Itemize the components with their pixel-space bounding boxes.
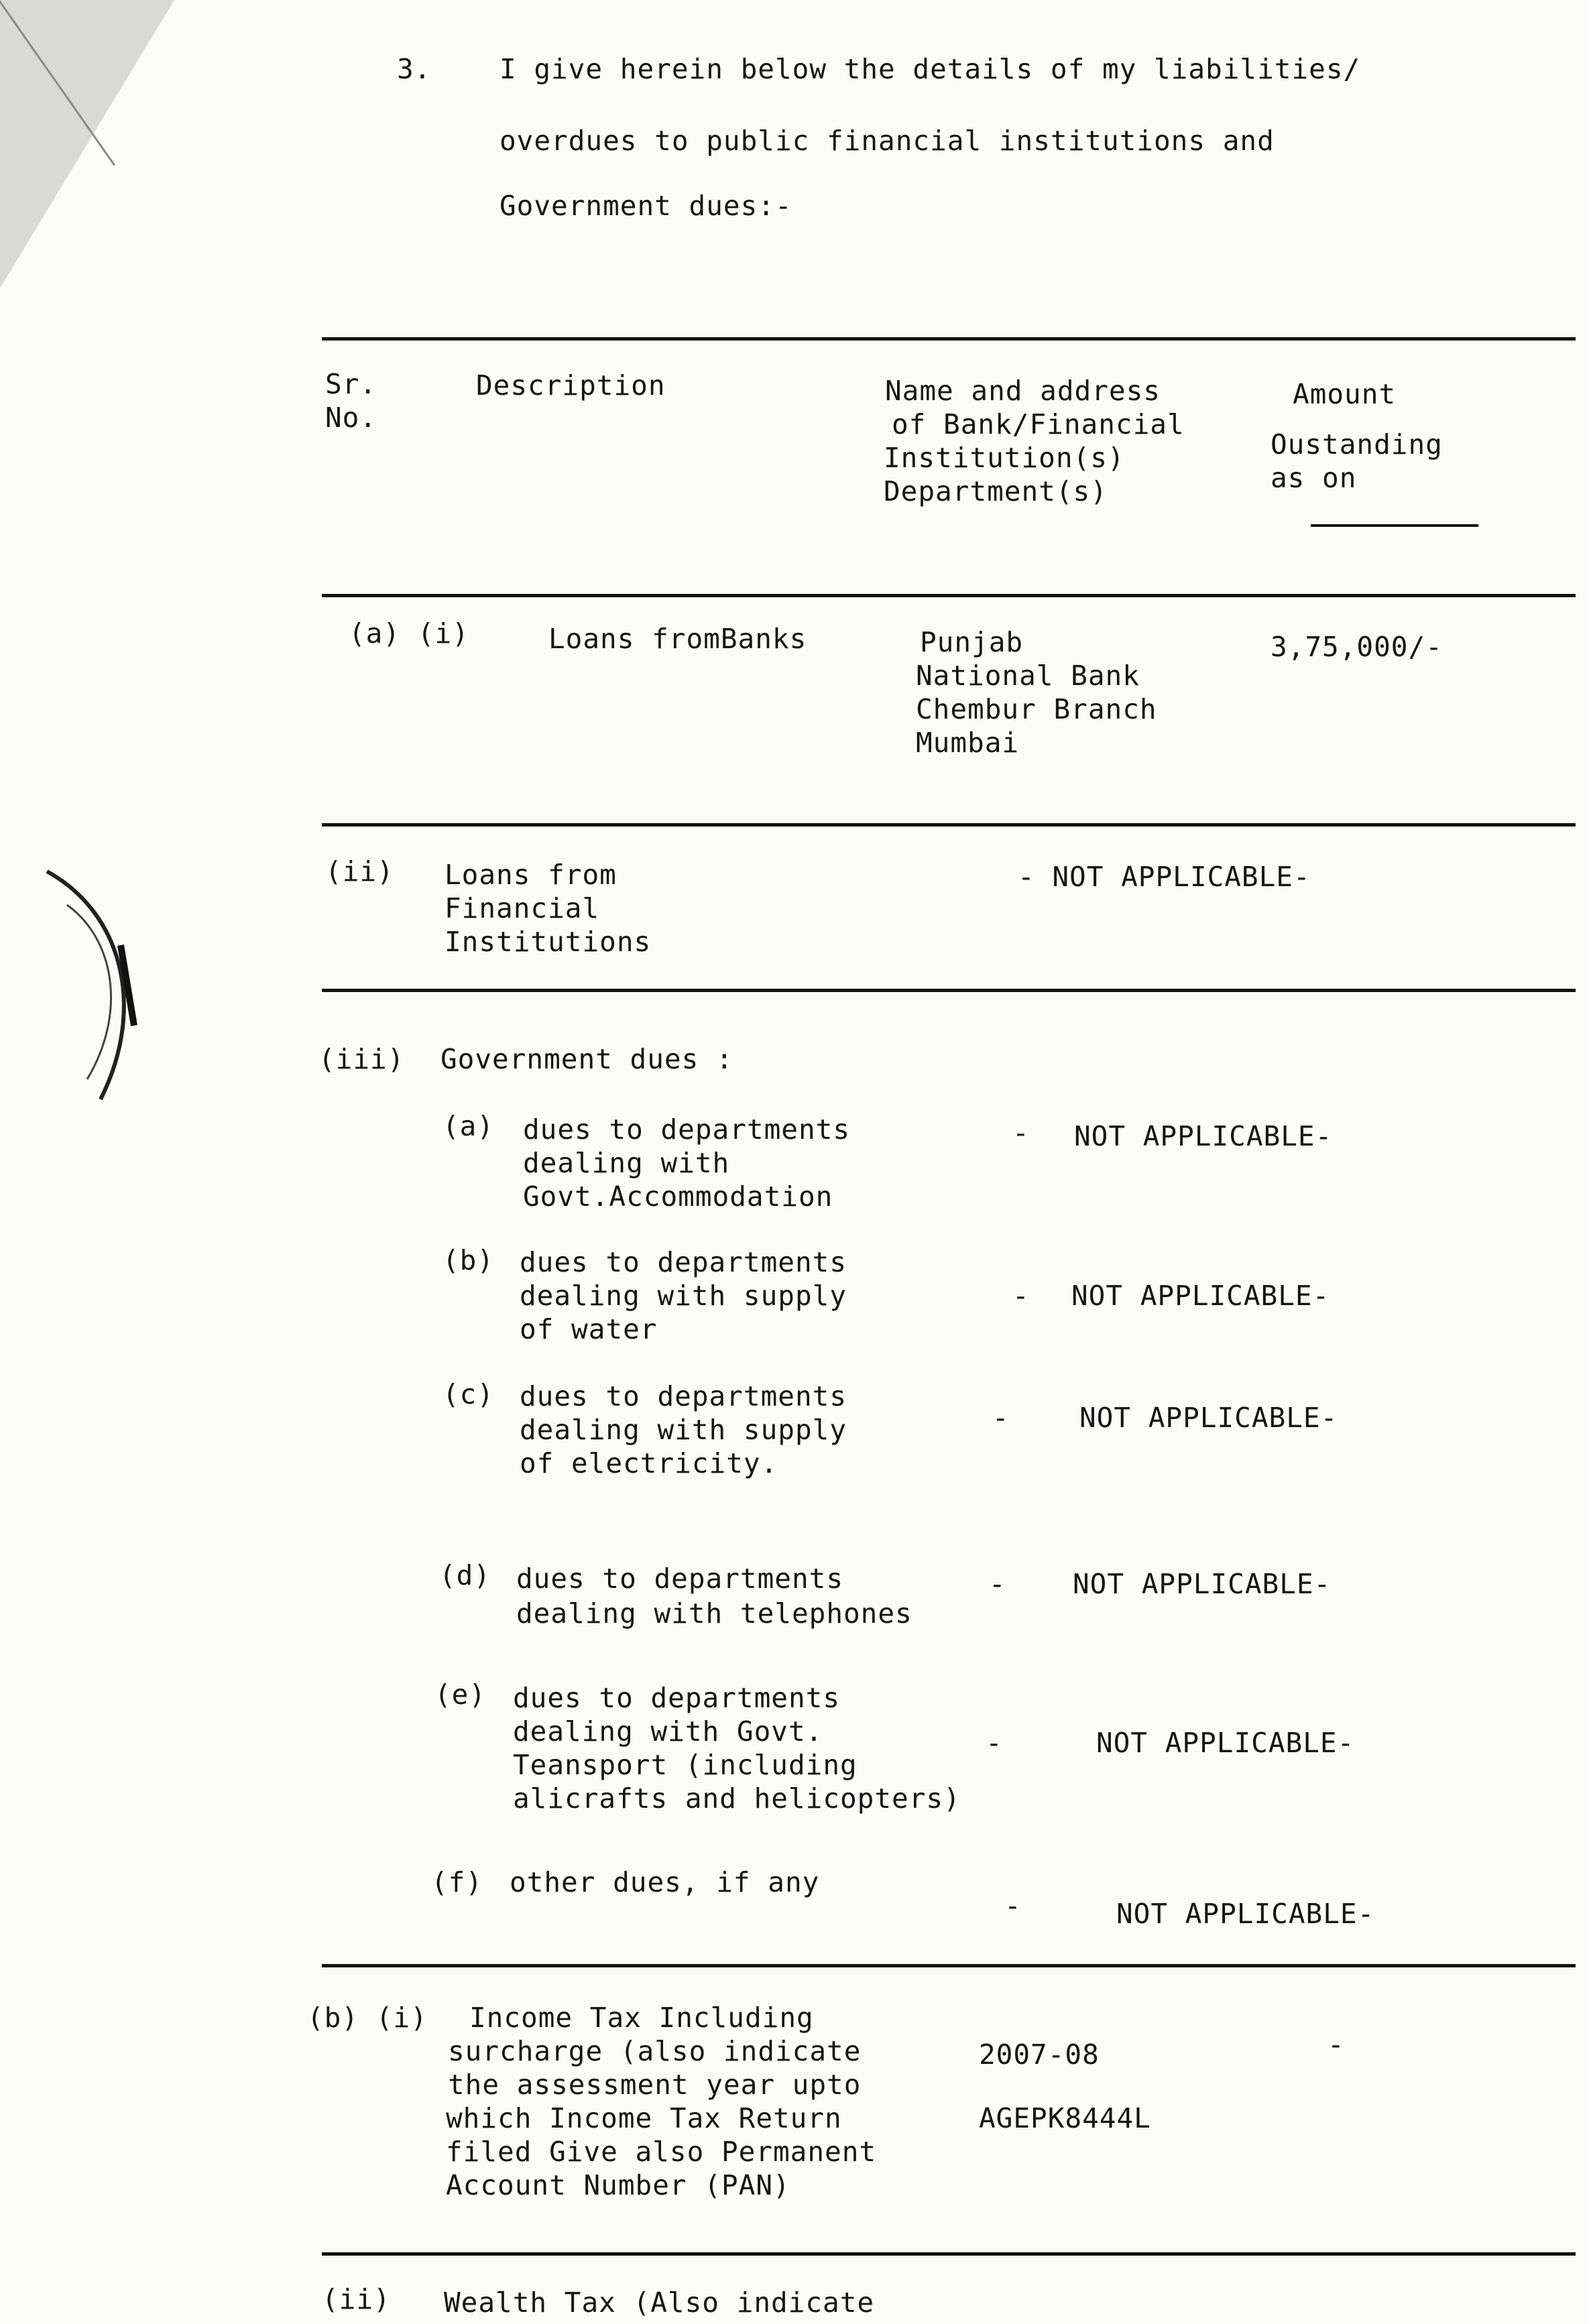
row-iii-description: Government dues : [440, 1043, 733, 1075]
row-iii-bottom-rule [322, 1964, 1576, 1967]
gov-dues-c-line-1: dues to departments [520, 1380, 847, 1412]
gov-dues-e-status: NOT APPLICABLE- [1096, 1727, 1355, 1759]
row-a-i-bottom-rule [322, 823, 1576, 827]
gov-dues-e-label: (e) [434, 1678, 487, 1711]
gov-dues-a-label: (a) [443, 1110, 495, 1142]
gov-dues-d-label: (d) [439, 1559, 491, 1591]
header-bank-4: Department(s) [884, 475, 1108, 507]
header-no: No. [325, 402, 377, 434]
header-bank-3: Institution(s) [884, 442, 1125, 474]
gov-dues-e-line-3: Teansport (including [513, 1749, 858, 1781]
row-b-i-line-1: Income Tax Including [469, 2002, 814, 2034]
row-a-i-description: Loans fromBanks [548, 623, 807, 655]
row-a-i-bank-2: National Bank [916, 660, 1140, 692]
gov-dues-a-line-3: Govt.Accommodation [523, 1180, 833, 1213]
gov-dues-c-line-3: of electricity. [520, 1447, 778, 1479]
gov-dues-f-label: (f) [431, 1866, 483, 1898]
gov-dues-a-dash: - [1012, 1117, 1030, 1149]
gov-dues-b-label: (b) [443, 1244, 495, 1276]
gov-dues-c-status: NOT APPLICABLE- [1079, 1402, 1338, 1434]
row-iii-label: (iii) [318, 1043, 405, 1075]
gov-dues-c-label: (c) [443, 1378, 495, 1410]
as-on-blank-line [1311, 524, 1478, 527]
header-sr: Sr. [325, 368, 377, 400]
row-a-i-bank-3: Chembur Branch [916, 693, 1157, 725]
punch-hole-mark [40, 858, 148, 1113]
gov-dues-f-line-1: other dues, if any [510, 1866, 820, 1898]
gov-dues-b-dash: - [1012, 1280, 1030, 1312]
row-b-i-line-2: surcharge (also indicate [448, 2035, 862, 2067]
header-description: Description [476, 369, 666, 402]
gov-dues-b-status: NOT APPLICABLE- [1071, 1280, 1330, 1312]
row-b-i-label: (b) (i) [307, 2002, 428, 2034]
gov-dues-b-line-3: of water [520, 1313, 658, 1345]
gov-dues-d-line-2: dealing with telephones [516, 1597, 913, 1630]
row-ii-desc-2: Financial [445, 892, 600, 924]
row-b-i-bottom-rule [322, 2252, 1576, 2256]
row-b-i-year: 2007-08 [979, 2038, 1100, 2071]
row-b-i-line-3: the assessment year upto [448, 2069, 862, 2101]
gov-dues-e-dash: - [986, 1727, 1003, 1759]
gov-dues-c-dash: - [992, 1402, 1010, 1434]
row-ii-status: - NOT APPLICABLE- [1018, 861, 1311, 893]
row-a-i-label: (a) (i) [349, 617, 469, 650]
table-top-rule [322, 337, 1576, 341]
gov-dues-e-line-1: dues to departments [513, 1682, 840, 1714]
intro-line-3: Government dues:- [499, 190, 792, 222]
gov-dues-c-line-2: dealing with supply [520, 1414, 847, 1446]
header-outstanding: Oustanding [1271, 428, 1443, 461]
header-amount: Amount [1293, 378, 1397, 410]
row-a-i-bank-4: Mumbai [916, 727, 1020, 759]
paragraph-number: 3. [397, 53, 432, 85]
gov-dues-b-line-1: dues to departments [520, 1246, 847, 1278]
header-bank-1: Name and address [885, 375, 1161, 407]
row-ii-desc-3: Institutions [445, 926, 652, 958]
row-b-i-line-4: which Income Tax Return [446, 2102, 842, 2134]
gov-dues-a-line-2: dealing with [523, 1147, 730, 1179]
row-a-i-amount: 3,75,000/- [1271, 631, 1443, 663]
row-b-ii-description: Wealth Tax (Also indicate [444, 2286, 875, 2319]
gov-dues-e-line-2: dealing with Govt. [513, 1715, 823, 1748]
gov-dues-a-status: NOT APPLICABLE- [1074, 1120, 1333, 1152]
gov-dues-f-status: NOT APPLICABLE- [1116, 1898, 1375, 1930]
row-b-i-line-5: filed Give also Permanent [446, 2136, 877, 2168]
gov-dues-d-dash: - [989, 1568, 1006, 1600]
row-b-ii-label: (ii) [322, 2283, 391, 2315]
row-b-i-line-6: Account Number (PAN) [446, 2169, 790, 2201]
gov-dues-e-line-4: alicrafts and helicopters) [513, 1782, 961, 1815]
intro-line-1: I give herein below the details of my liabilities/ [499, 53, 1361, 85]
row-ii-bottom-rule [322, 989, 1576, 992]
gov-dues-a-line-1: dues to departments [523, 1113, 850, 1146]
gov-dues-d-status: NOT APPLICABLE- [1073, 1568, 1332, 1600]
row-a-i-bank-1: Punjab [920, 626, 1024, 658]
row-b-i-amount: - [1328, 2028, 1345, 2061]
header-as-on: as on [1271, 462, 1357, 494]
header-bank-2: of Bank/Financial [892, 408, 1185, 440]
gov-dues-d-line-1: dues to departments [516, 1563, 843, 1595]
header-bottom-rule [322, 594, 1576, 597]
gov-dues-f-dash: - [1004, 1890, 1022, 1922]
intro-line-2: overdues to public financial institutions and [499, 125, 1275, 157]
row-b-i-pan: AGEPK8444L [979, 2102, 1151, 2134]
page-corner-shadow [0, 0, 174, 288]
row-ii-label: (ii) [325, 855, 394, 888]
row-ii-desc-1: Loans from [445, 859, 617, 891]
gov-dues-b-line-2: dealing with supply [520, 1280, 847, 1312]
